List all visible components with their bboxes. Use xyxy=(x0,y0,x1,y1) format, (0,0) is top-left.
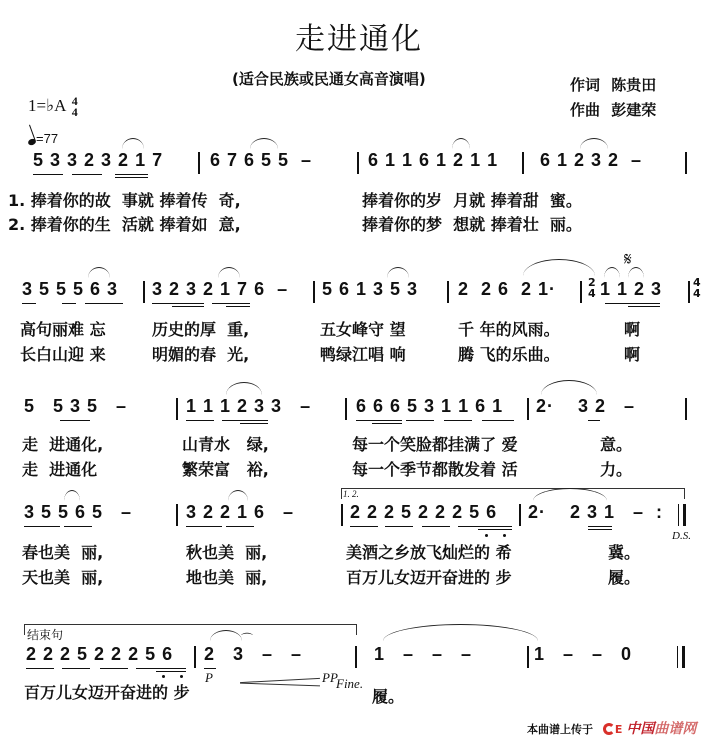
underline xyxy=(22,303,36,304)
slur xyxy=(580,138,608,149)
underline xyxy=(482,420,514,421)
system-3 xyxy=(0,378,718,478)
measure-18: 2 2 2 5 2 2 2 5 6 xyxy=(26,644,174,664)
segno-icon: 𝄋 xyxy=(624,249,632,270)
underline xyxy=(26,668,54,669)
barline xyxy=(580,281,582,303)
verse-2-lyrics: 长白山迎 来 xyxy=(20,345,106,364)
measure-20: 1 – – – xyxy=(374,644,473,664)
barline xyxy=(176,504,178,526)
time-sig-bottom: 4 xyxy=(71,105,78,120)
underline xyxy=(478,529,512,530)
measure-2: 6 7 6 5 5 – xyxy=(210,150,313,170)
key-signature xyxy=(28,96,78,118)
underline xyxy=(406,420,434,421)
time-sig-top: 4 xyxy=(693,276,701,289)
underline xyxy=(226,526,254,527)
volta-bracket xyxy=(341,488,685,499)
underline xyxy=(115,177,148,178)
underline xyxy=(605,303,660,304)
barline xyxy=(519,504,521,526)
fermata-icon: ⌒ xyxy=(241,632,254,646)
verse-1-lyrics: 春也美 丽, xyxy=(22,543,104,562)
composer-credit xyxy=(570,99,656,120)
verse-1-lyrics: 意。 xyxy=(600,435,633,454)
system-4 xyxy=(0,486,718,586)
barline xyxy=(357,152,359,174)
fine-marking: Fine. xyxy=(336,676,364,691)
underline xyxy=(350,526,378,527)
lyricist-credit xyxy=(570,74,656,95)
verse-1-lyrics: 走 进通化, xyxy=(22,435,104,454)
verse-1-lyrics: 千 年的风雨。 xyxy=(458,320,560,339)
underline xyxy=(60,420,90,421)
underline xyxy=(152,303,204,304)
verse-1-lyrics: 每一个笑脸都挂满了 爱 xyxy=(352,435,518,454)
verse-2-lyrics: 百万儿女迈开奋进的 步 xyxy=(346,568,512,587)
slur xyxy=(628,267,644,278)
verse-2-lyrics: 腾 飞的乐曲。 xyxy=(458,345,560,364)
barline xyxy=(527,398,529,420)
diminuendo-hairpin xyxy=(240,683,320,687)
dynamic-pianissimo: PP xyxy=(322,670,338,685)
underline xyxy=(588,526,612,527)
underline xyxy=(136,668,186,669)
verse-1-lyrics: 秋也美 丽, xyxy=(186,543,268,562)
measure-13: 2· 3 2 – xyxy=(536,396,636,416)
measure-1: 5 3 3 2 3 2 1 7 xyxy=(33,150,164,170)
low-octave-dot xyxy=(180,675,183,678)
ending-lyrics: 履。 xyxy=(372,687,405,706)
verse-2-lyrics: 走 进通化 xyxy=(22,460,98,479)
lyricist-name: 陈贵田 xyxy=(611,76,657,94)
measure-16: 2 2 2 5 2 2 2 5 6 xyxy=(350,502,498,522)
verse-2-lyrics: 每一个季节都散发着 活 xyxy=(352,460,518,479)
measure-4: 6 1 2 3 2 – xyxy=(540,150,643,170)
system-1 xyxy=(0,140,718,240)
lyricist-label: 作词 xyxy=(570,76,601,94)
slur xyxy=(228,490,248,501)
ending-bracket xyxy=(24,624,357,635)
tempo-value: =77 xyxy=(36,131,59,146)
verse-2-lyrics: 2. 捧着你的生 活就 捧着如 意, xyxy=(8,215,241,234)
volta-label: 1. 2. xyxy=(343,489,359,499)
underline xyxy=(222,420,268,421)
ending-lyrics: 百万儿女迈开奋进的 步 xyxy=(24,683,190,702)
verse-1-lyrics: 啊 xyxy=(624,320,641,339)
verse-2-lyrics: 繁荣富 裕, xyxy=(182,460,269,479)
slur xyxy=(541,380,597,395)
underline xyxy=(100,668,128,669)
performance-note: (适合民族或民通女高音演唱) xyxy=(232,70,426,88)
underline xyxy=(33,174,63,175)
upload-text: 本曲谱上传于 xyxy=(527,723,593,736)
measure-5: 3 5 5 5 6 3 xyxy=(22,279,119,299)
slur xyxy=(604,267,620,278)
verse-1-lyrics: 捧着你的岁 月就 捧着甜 蜜。 xyxy=(362,191,582,210)
verse-2-lyrics: 地也美 丽, xyxy=(186,568,268,587)
verse-1-lyrics: 1. 捧着你的故 事就 捧着传 奇, xyxy=(8,191,241,210)
underline xyxy=(204,668,216,669)
underline xyxy=(226,306,250,307)
underline xyxy=(115,174,148,175)
underline xyxy=(372,423,402,424)
measure-6: 3 2 3 2 1 7 6 – xyxy=(152,279,289,299)
tie xyxy=(523,259,595,276)
final-barline xyxy=(677,646,685,668)
key-label: 1=♭A xyxy=(28,96,66,115)
dynamic-piano: P xyxy=(205,670,213,685)
underline xyxy=(385,526,413,527)
verse-2-lyrics: 明媚的春 光, xyxy=(152,345,250,364)
low-octave-dot xyxy=(162,675,165,678)
system-2 xyxy=(0,249,718,365)
slur xyxy=(64,490,80,501)
dal-segno-marking: D.S. xyxy=(672,530,691,542)
underline xyxy=(172,306,204,307)
verse-1-lyrics: 山青水 绿, xyxy=(182,435,269,454)
underline xyxy=(62,303,76,304)
slur xyxy=(218,267,240,278)
measure-17: 2· 2 3 1 – : xyxy=(528,502,664,522)
site-name-part-b[interactable]: 曲谱网 xyxy=(654,721,697,737)
barline xyxy=(685,398,687,420)
upload-credit xyxy=(527,718,696,738)
underline xyxy=(186,420,214,421)
verse-1-lyrics: 冀。 xyxy=(608,543,641,562)
verse-2-lyrics: 捧着你的梦 想就 捧着壮 丽。 xyxy=(362,215,582,234)
measure-19: 2 3 – – xyxy=(204,644,303,664)
verse-1-lyrics: 美酒之乡放飞灿烂的 希 xyxy=(346,543,512,562)
underline xyxy=(24,526,60,527)
ending-label: 结束句 xyxy=(27,628,64,642)
system-5 xyxy=(0,618,718,708)
underline xyxy=(628,306,660,307)
slur xyxy=(122,138,144,149)
time-sig-top: 4 xyxy=(71,94,78,109)
site-logo-e: E xyxy=(614,723,623,736)
repeat-end-barline xyxy=(678,504,686,526)
underline xyxy=(62,668,90,669)
slur xyxy=(387,267,409,278)
measure-21: 1 – – 0 xyxy=(534,644,633,664)
time-sig-bottom: 4 xyxy=(693,287,701,300)
measure-11: 1 1 1 2 3 3 – xyxy=(186,396,312,416)
song-title: 走进通化 xyxy=(295,22,423,57)
verse-2-lyrics: 天也美 丽, xyxy=(22,568,104,587)
underline xyxy=(588,420,600,421)
time-change-2-4 xyxy=(588,277,596,299)
barline xyxy=(345,398,347,420)
measure-15: 3 2 2 1 6 – xyxy=(186,502,295,522)
verse-2-lyrics: 履。 xyxy=(608,568,641,587)
barline xyxy=(355,646,357,668)
underline xyxy=(356,420,402,421)
composer-label: 作曲 xyxy=(570,101,601,119)
barline xyxy=(685,152,687,174)
barline xyxy=(522,152,524,174)
underline xyxy=(444,420,472,421)
underline xyxy=(186,526,222,527)
underline xyxy=(212,303,250,304)
underline xyxy=(240,423,268,424)
measure-12: 6 6 6 5 3 1 1 6 1 xyxy=(356,396,504,416)
verse-1-lyrics: 历史的厚 重, xyxy=(152,320,250,339)
barline xyxy=(341,504,343,526)
verse-2-lyrics: 啊 xyxy=(624,345,641,364)
underline xyxy=(156,671,186,672)
slur xyxy=(250,138,278,149)
time-change-4-4 xyxy=(693,277,701,299)
barline xyxy=(688,281,690,303)
underline xyxy=(85,303,123,304)
verse-2-lyrics: 力。 xyxy=(600,460,633,479)
measure-10: 5 5 3 5 – xyxy=(24,396,128,416)
verse-1-lyrics: 五女峰守 望 xyxy=(320,320,406,339)
tie xyxy=(383,624,538,641)
composer-name: 彭建荣 xyxy=(611,101,657,119)
barline xyxy=(527,646,529,668)
time-sig-top: 2 xyxy=(588,276,596,289)
slur xyxy=(226,382,262,395)
barline xyxy=(447,281,449,303)
underline xyxy=(72,174,102,175)
underline xyxy=(422,526,450,527)
measure-7: 5 6 1 3 5 3 xyxy=(322,279,419,299)
barline xyxy=(194,646,196,668)
underline xyxy=(458,526,512,527)
barline xyxy=(143,281,145,303)
site-logo-icon xyxy=(603,723,615,735)
measure-8: 2 2 6 2 1· xyxy=(458,279,557,299)
low-octave-dot xyxy=(503,534,506,537)
slur xyxy=(88,267,110,278)
time-signature xyxy=(72,96,78,118)
verse-2-lyrics: 鸭绿江唱 响 xyxy=(320,345,406,364)
measure-3: 6 1 1 6 1 2 1 1 xyxy=(368,150,499,170)
barline xyxy=(198,152,200,174)
underline xyxy=(64,526,92,527)
slur xyxy=(452,138,470,149)
barline xyxy=(176,398,178,420)
verse-1-lyrics: 高句丽难 忘 xyxy=(20,320,106,339)
measure-9: 1 1 2 3 xyxy=(600,279,663,299)
time-sig-bottom: 4 xyxy=(588,287,596,300)
barline xyxy=(313,281,315,303)
underline xyxy=(588,529,612,530)
measure-14: 3 5 5 6 5 – xyxy=(24,502,133,522)
low-octave-dot xyxy=(485,534,488,537)
site-name-part-a[interactable]: 中国 xyxy=(626,721,655,737)
